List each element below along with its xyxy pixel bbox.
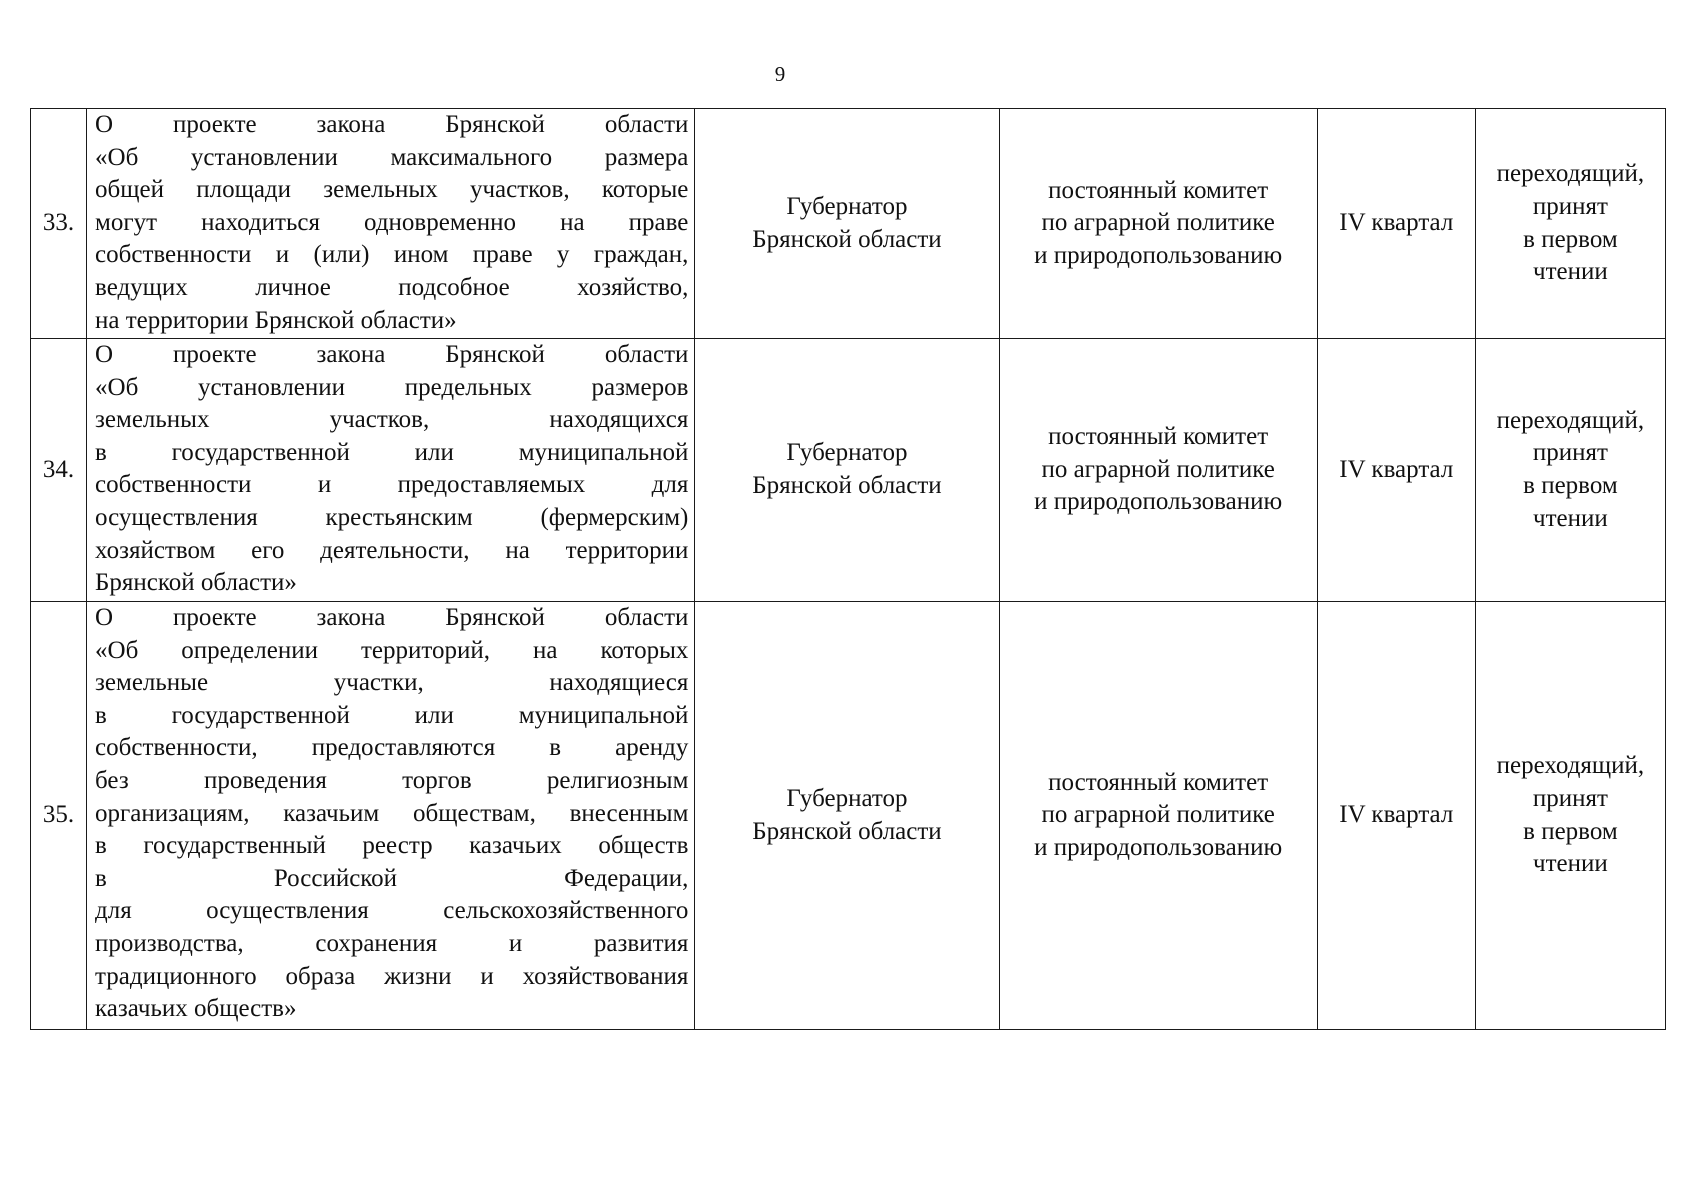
bill-title-line: собственности и предоставляемых для [95, 471, 689, 499]
initiator-line: Губернатор [786, 439, 908, 467]
status-line: в первом [1523, 817, 1618, 845]
row-number: 33. [31, 109, 87, 339]
status-line: принят [1532, 192, 1608, 220]
status-line: в первом [1523, 225, 1618, 253]
committee-line: постоянный комитет [1048, 176, 1269, 204]
status-cell [1475, 602, 1665, 1030]
initiator-cell [695, 602, 999, 1030]
term-cell: IV квартал [1317, 339, 1475, 602]
bill-title-line: в государственной или муниципальной [95, 438, 689, 466]
committee-line: по аграрной политике [1041, 801, 1275, 829]
initiator-line: Губернатор [786, 784, 908, 812]
status-line: принят [1532, 784, 1608, 812]
bill-title-line: традиционного образа жизни и хозяйствования [95, 962, 689, 990]
status-line: принят [1532, 439, 1608, 467]
status-line: переходящий, [1496, 406, 1645, 434]
bill-title-line: на территории Брянской области» [95, 306, 457, 334]
initiator-line: Брянской области [752, 472, 942, 499]
bill-title [87, 109, 695, 339]
status-line: чтении [1533, 258, 1608, 286]
status-line: переходящий, [1496, 752, 1645, 780]
initiator-line: Брянской области [752, 817, 942, 845]
committee-cell [999, 339, 1317, 602]
bill-title-line: хозяйством его деятельности, на территории [95, 536, 689, 564]
committee-line: постоянный комитет [1048, 423, 1269, 451]
bill-title-line: ведущих личное подсобное хозяйство, [95, 273, 689, 301]
bill-title-line: в Российской Федерации, [95, 864, 689, 892]
bill-title-line: производства, сохранения и развития [95, 929, 689, 957]
committee-line: по аграрной политике [1041, 209, 1275, 237]
status-line: чтении [1533, 850, 1608, 878]
bill-title-line: земельные участки, находящиеся [95, 669, 689, 697]
bill-title-line: О проекте закона Брянской области [95, 111, 689, 138]
initiator-line: Губернатор [786, 192, 908, 220]
term-cell: IV квартал [1317, 109, 1475, 339]
bill-title-line: общей площади земельных участков, которые [95, 176, 689, 204]
bill-title-line: «Об определении территорий, на которых [95, 636, 689, 664]
initiator-cell [695, 339, 999, 602]
bill-title-line: собственности, предоставляются в аренду [95, 734, 689, 762]
page-number: 9 [774, 62, 786, 86]
bill-title [87, 339, 695, 602]
law-plan-table [30, 108, 1666, 1030]
bill-title-line: без проведения торгов религиозным [95, 766, 689, 794]
bill-title-line: для осуществления сельскохозяйственного [95, 897, 689, 925]
table-row [31, 339, 1666, 602]
bill-title-line: собственности и (или) ином праве у граждан, [95, 241, 689, 269]
status-line: переходящий, [1496, 160, 1645, 188]
committee-line: по аграрной политике [1041, 455, 1275, 483]
table-row [31, 602, 1666, 1030]
bill-title-line: земельных участков, находящихся [95, 406, 689, 434]
status-line: в первом [1523, 472, 1618, 499]
committee-cell [999, 602, 1317, 1030]
bill-title [87, 602, 695, 1030]
committee-line: и природопользованию [1034, 488, 1283, 516]
committee-cell [999, 109, 1317, 339]
bill-title-line: организациям, казачьим обществам, внесенным [95, 799, 689, 827]
committee-line: и природопользованию [1034, 833, 1283, 861]
bill-title-line: «Об установлении предельных размеров [95, 373, 689, 401]
table-row [31, 109, 1666, 339]
bill-title-line: в государственной или муниципальной [95, 701, 689, 729]
bill-title-line: О проекте закона Брянской области [95, 341, 689, 368]
bill-title-line: О проекте закона Брянской области [95, 604, 689, 631]
initiator-line: Брянской области [752, 225, 942, 253]
row-number: 35. [31, 602, 87, 1030]
status-cell [1475, 339, 1665, 602]
committee-line: и природопользованию [1034, 241, 1283, 269]
committee-line: постоянный комитет [1048, 768, 1269, 796]
bill-title-line: в государственный реестр казачьих обществ [95, 832, 689, 860]
bill-title-line: Брянской области» [95, 569, 297, 597]
bill-title-line: осуществления крестьянским (фермерским) [95, 503, 689, 531]
term-cell: IV квартал [1317, 602, 1475, 1030]
status-cell [1475, 109, 1665, 339]
bill-title-line: могут находиться одновременно на праве [95, 208, 689, 236]
bill-title-line: казачьих обществ» [95, 995, 297, 1023]
bill-title-line: «Об установлении максимального размера [95, 143, 689, 171]
status-line: чтении [1533, 504, 1608, 532]
row-number: 34. [31, 339, 87, 602]
initiator-cell [695, 109, 999, 339]
